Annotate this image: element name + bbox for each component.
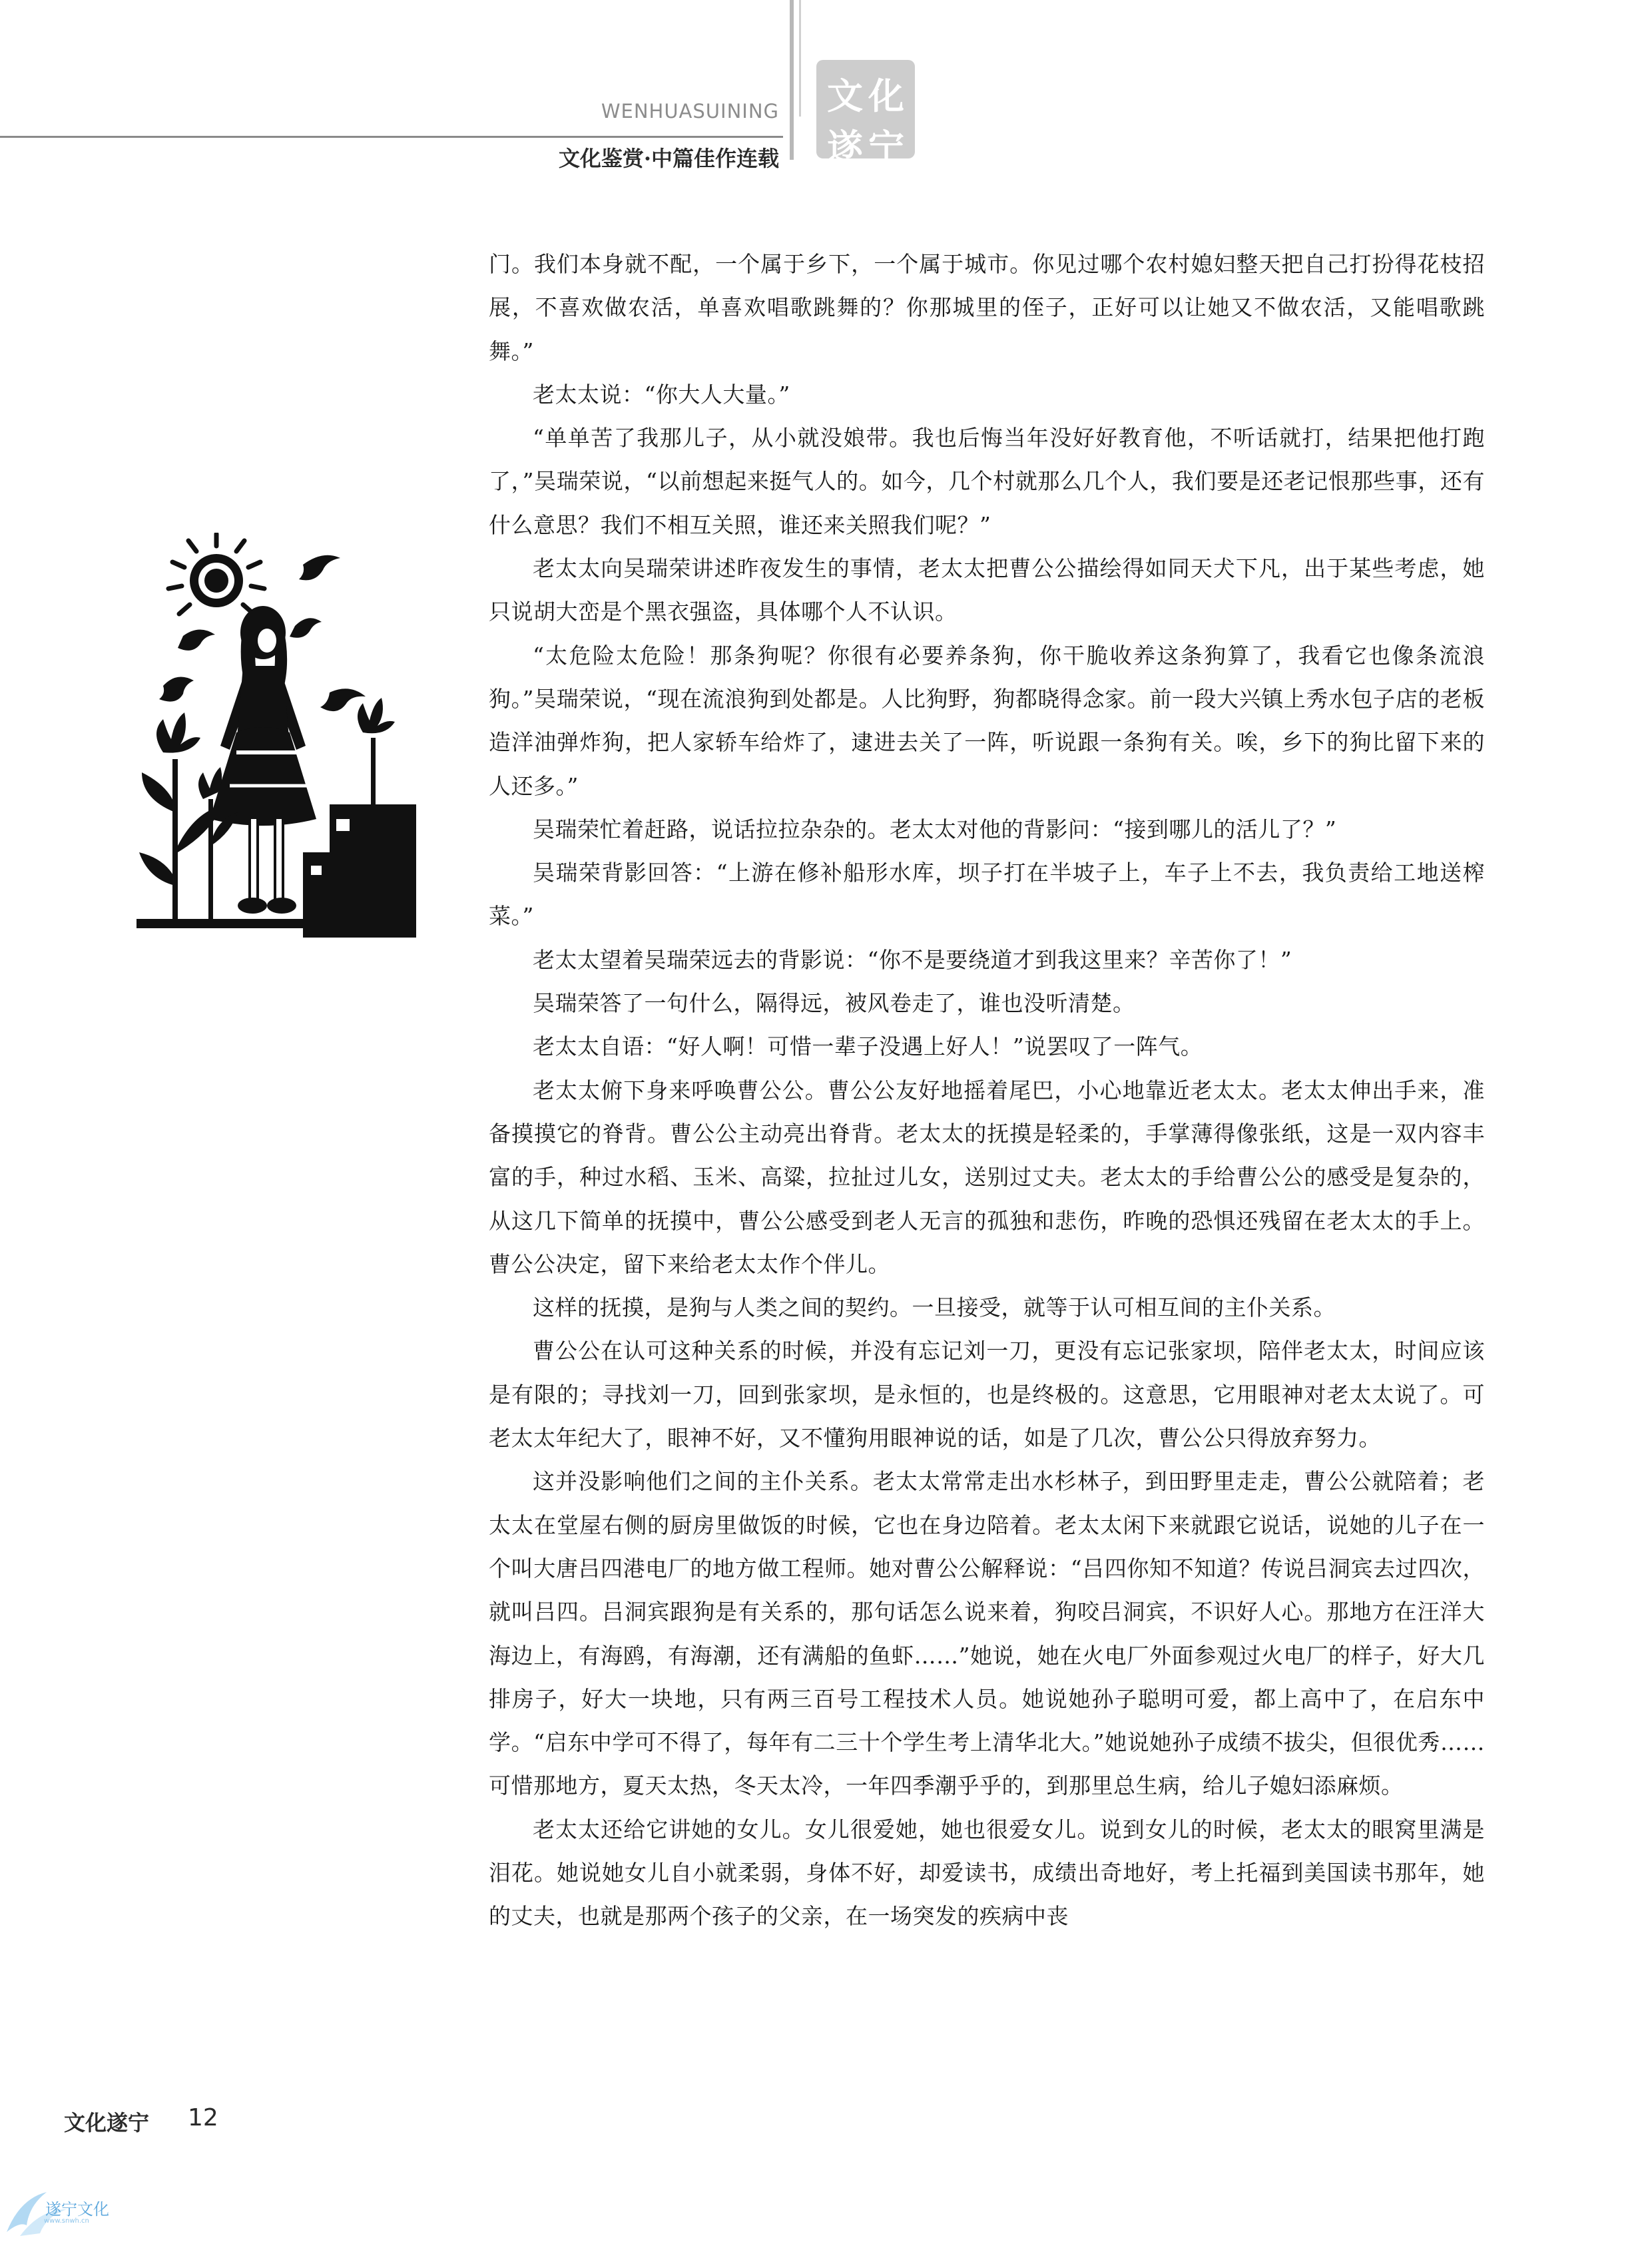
paragraph: 老太太向吴瑞荣讲述昨夜发生的事情，老太太把曹公公描绘得如同天犬下凡，出于某些考虑，她只说胡大峦是个黑衣强盗，具体哪个人不认识。 <box>489 555 1485 625</box>
paragraph: 这并没影响他们之间的主仆关系。老太太常常走出水杉林子，到田野里走走，曹公公就陪着；老太太在堂屋右侧的厨房里做饭的时候，它也在身边陪着。老太太闲下来就跟它说话，说她的儿子在一个叫大唐吕四港电厂的地方做工程师。她对曹公公解释说：“吕四你知不知道？传说吕洞宾去过四次，就叫吕四。吕洞宾跟狗是有关系的，那句话怎么说来着，狗咬吕洞宾，不识好人心。那地方在汪洋大海边上，有海鸥，有海潮，还有满船的鱼虾……”她说，她在火电厂外面参观过火电厂的样子，好大几排房子，好大一块地，只有两三百号工程技术人员。她说她孙子聪明可爱，都上高中了，在启东中学。“启东中学可不得了，每年有二三十个学生考上清华北大。”她说她孙子成绩不拔尖，但很优秀……可惜那地方，夏天太热，冬天太冷，一年四季潮乎乎的，到那里总生病，给儿子媳妇添麻烦。 <box>489 1468 1485 1799</box>
header-rule <box>0 136 783 138</box>
papercut-illustration <box>137 533 416 939</box>
bird-icon <box>178 629 215 650</box>
seal-char: 文 <box>827 75 863 117</box>
paragraph: 老太太自语：“好人啊！可惜一辈子没遇上好人！”说罢叹了一阵气。 <box>533 1033 1203 1060</box>
page-number: 12 <box>188 2104 218 2131</box>
header-divider-thin <box>799 0 801 117</box>
paragraph: 这样的抚摸，是狗与人类之间的契约。一旦接受，就等于认可相互间的主仆关系。 <box>533 1294 1336 1321</box>
paragraph: 老太太说：“你大人大量。” <box>533 381 790 408</box>
footer-magazine-logo: 文化遂宁 <box>64 2110 150 2135</box>
paragraph: 老太太望着吴瑞荣远去的背影说：“你不是要绕道才到我这里来？辛苦你了！” <box>533 946 1292 973</box>
watermark-url: www.snwh.cn <box>44 2217 89 2225</box>
bird-icon <box>320 689 366 711</box>
paragraph: “单单苦了我那儿子，从小就没娘带。我也后悔当年没好好教育他，不听话就打，结果把他打跑了，”吴瑞荣说，“以前想起来挺气人的。如今，几个村就那么几个人，我们要是还老记恨那些事，还有什么意思？我们不相互关照，谁还来关照我们呢？” <box>489 425 1485 538</box>
seal-char: 化 <box>868 75 904 117</box>
paragraph: 吴瑞荣忙着赶路，说话拉拉杂杂的。老太太对他的背影问：“接到哪儿的活儿了？” <box>533 816 1337 842</box>
bird-icon <box>290 618 322 638</box>
seal-char: 宁 <box>868 126 904 168</box>
seal-logo <box>816 60 915 168</box>
watermark-text: 遂宁文化 <box>45 2200 109 2219</box>
paragraph: 吴瑞荣答了一句什么，隔得远，被风卷走了，谁也没听清楚。 <box>533 990 1135 1017</box>
article-body <box>489 242 1485 1938</box>
bird-icon <box>299 555 340 581</box>
flower-icon <box>358 698 395 804</box>
paragraph: 曹公公在认可这种关系的时候，并没有忘记刘一刀，更没有忘记张家坝，陪伴老太太，时间应该是有限的；寻找刘一刀，回到张家坝，是永恒的，也是终极的。这意思，它用眼神对老太太说了。可老太太年纪大了，眼神不好，又不懂狗用眼神说的话，如是了几次，曹公公只得放弃努力。 <box>489 1338 1485 1452</box>
seal-char: 遂 <box>827 126 863 168</box>
sun-icon <box>168 534 264 614</box>
header-section-title: 文化鉴赏·中篇佳作连载 <box>558 146 779 171</box>
paragraph: 吴瑞荣背影回答：“上游在修补船形水库，坝子打在半坡子上，车子上不去，我负责给工地送榨菜。” <box>489 860 1485 930</box>
bird-icon <box>159 677 194 702</box>
paragraph: 老太太俯下身来呼唤曹公公。曹公公友好地摇着尾巴，小心地靠近老太太。老太太伸出手来，准备摸摸它的脊背。曹公公主动亮出脊背。老太太的抚摸是轻柔的，手掌薄得像张纸，这是一双内容丰富的手，种过水稻、玉米、高粱，拉扯过儿女，送别过丈夫。老太太的手给曹公公的感受是复杂的，从这几下简单的抚摸中，曹公公感受到老人无言的孤独和悲伤，昨晚的恐惧还残留在老太太的手上。曹公公决定，留下来给老太太作个伴儿。 <box>489 1077 1485 1277</box>
paragraph: “太危险太危险！那条狗呢？你很有必要养条狗，你干脆收养这条狗算了，我看它也像条流浪狗。”吴瑞荣说，“现在流浪狗到处都是。人比狗野，狗都晓得念家。前一段大兴镇上秀水包子店的老板造洋油弹炸狗，把人家轿车给炸了，逮进去关了一阵，听说跟一条狗有关。唉，乡下的狗比留下来的人还多。” <box>489 642 1485 799</box>
paragraph: 老太太还给它讲她的女儿。女儿很爱她，她也很爱女儿。说到女儿的时候，老太太的眼窝里满是泪花。她说她女儿自小就柔弱，身体不好，却爱读书，成绩出奇地好，考上托福到美国读书那年，她的丈夫，也就是那两个孩子的父亲，在一场突发的疾病中丧 <box>489 1816 1485 1930</box>
header-divider <box>790 0 794 160</box>
paragraph: 门。我们本身就不配，一个属于乡下，一个属于城市。你见过哪个农村媳妇整天把自己打扮得花枝招展，不喜欢做农活，单喜欢唱歌跳舞的？你那城里的侄子，正好可以让她又不做农活，又能唱歌跳舞。” <box>489 251 1485 364</box>
header-english-title: WENHUASUINING <box>601 100 779 123</box>
